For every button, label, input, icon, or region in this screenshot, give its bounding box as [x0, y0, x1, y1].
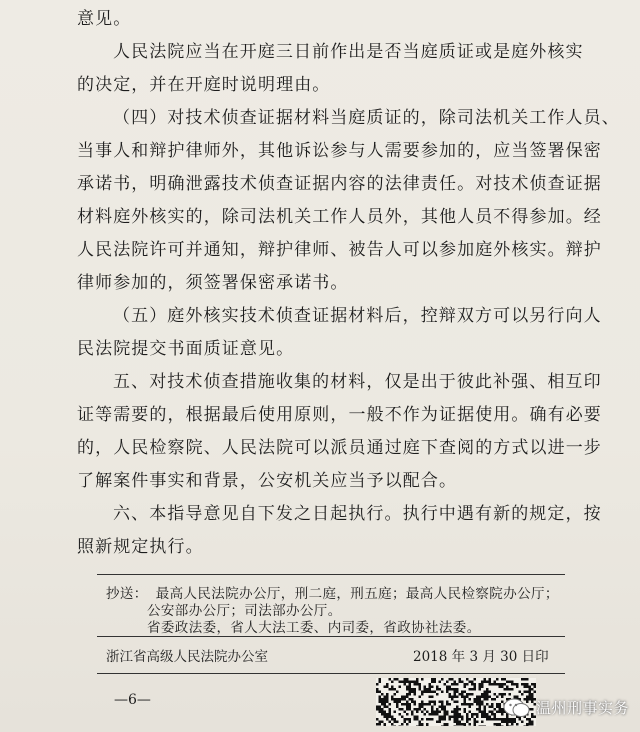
divider-top — [97, 574, 565, 575]
body-line: 人民法院应当在开庭三日前作出是否当庭质证或是庭外核实 — [113, 42, 584, 62]
cc-label: 抄送： — [106, 586, 148, 602]
issuer-office: 浙江省高级人民法院办公室 — [106, 649, 268, 665]
cc-line-2: 公安部办公厅；司法部办公厅。 — [147, 603, 342, 619]
divider-bottom — [97, 673, 565, 674]
body-line: 的决定，并在开庭时说明理由。 — [77, 75, 331, 95]
wechat-logo-icon — [504, 699, 529, 717]
body-line: 材料庭外核实的，除司法机关工作人员外，其他人员不得参加。经 — [77, 207, 602, 227]
body-line: （五）庭外核实技术侦查证据材料后，控辩双方可以另行向人 — [113, 306, 602, 326]
body-line: 六、本指导意见自下发之日起执行。执行中遇有新的规定，按 — [113, 504, 602, 524]
body-line: 了解案件事实和背景，公安机关应当予以配合。 — [77, 471, 458, 491]
body-line: 照新规定执行。 — [77, 537, 204, 557]
body-line: 意见。 — [77, 9, 132, 29]
watermark-text: 温州刑事实务 — [536, 699, 630, 717]
body-line: （四）对技术侦查证据材料当庭质证的，除司法机关工作人员、 — [113, 108, 620, 128]
page-number: —6— — [114, 692, 151, 708]
body-line: 人民法院许可并通知，辩护律师、被告人可以参加庭外核实。辩护 — [77, 240, 602, 260]
body-line: 民法院提交书面质证意见。 — [77, 339, 295, 359]
body-line: 五、对技术侦查措施收集的材料，仅是出于彼此补强、相互印 — [113, 372, 602, 392]
body-line: 的，人民检察院、人民法院可以派员通过庭下查阅的方式以进一步 — [77, 438, 602, 458]
body-line: 当事人和辩护律师外，其他诉讼参与人需要参加的，应当签署保密 — [77, 141, 602, 161]
body-line: 律师参加的，须签署保密承诺书。 — [77, 273, 349, 293]
cc-text-1: 最高人民法院办公厅，刑二庭，刑五庭；最高人民检察院办公厅； — [155, 586, 559, 602]
cc-line-3: 省委政法委，省人大法工委、内司委，省政协社法委。 — [147, 620, 481, 636]
body-line: 证等需要的，根据最后使用原则，一般不作为证据使用。确有必要 — [77, 405, 602, 425]
body-line: 承诺书，明确泄露技术侦查证据内容的法律责任。对技术侦查证据 — [77, 174, 602, 194]
divider-middle — [97, 636, 565, 637]
print-date: 2018 年 3 月 30 日印 — [413, 649, 549, 665]
